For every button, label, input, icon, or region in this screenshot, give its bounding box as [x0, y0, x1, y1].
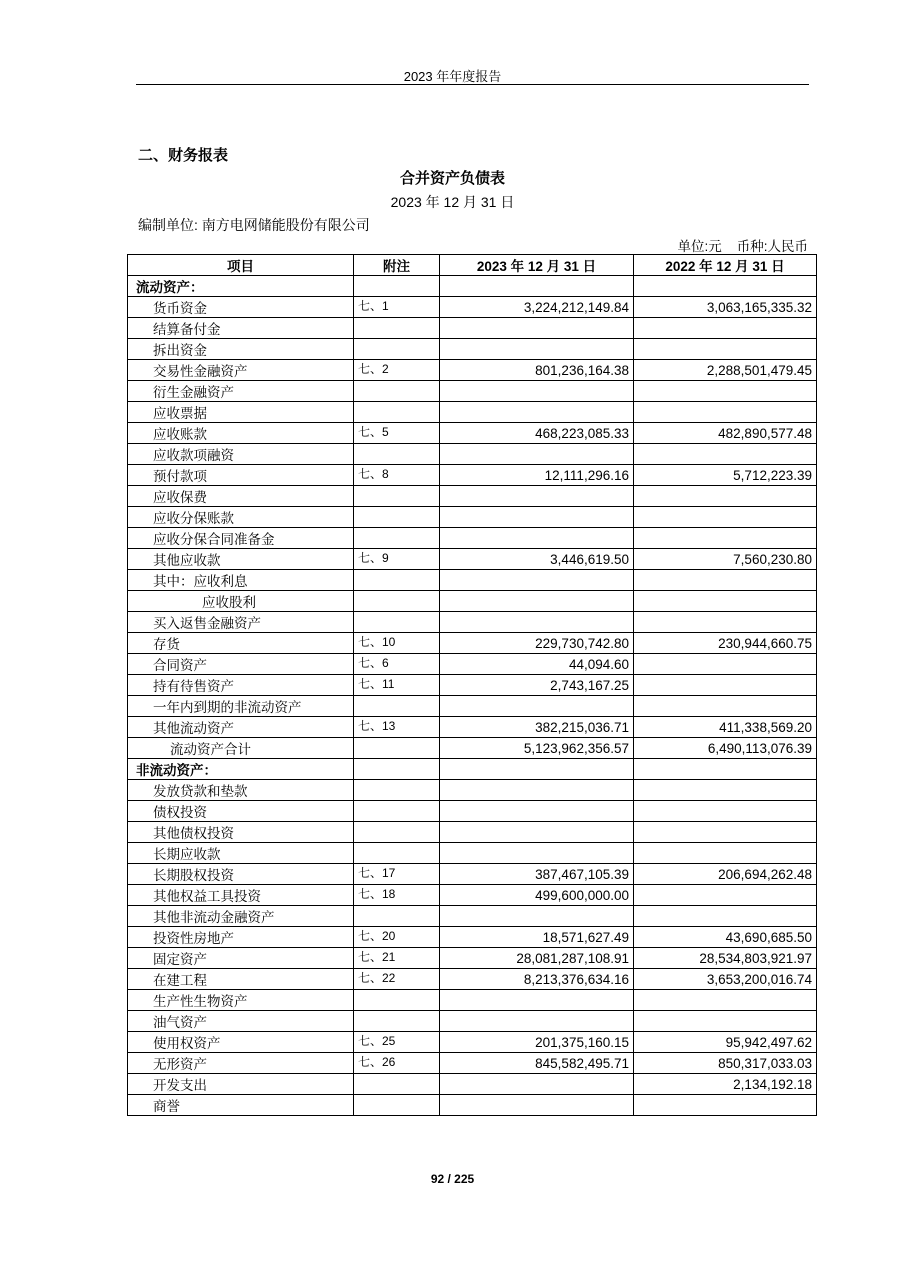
table-row	[128, 1095, 817, 1116]
row-note	[354, 843, 440, 864]
row-item-label: 买入返售金融资产	[128, 612, 354, 633]
row-value-2022	[634, 780, 817, 801]
row-value-2022	[634, 696, 817, 717]
row-note: 七、17	[354, 864, 440, 885]
table-row	[128, 822, 817, 843]
row-value-2022	[634, 885, 817, 906]
row-value-2023	[440, 276, 634, 297]
row-value-2022	[634, 759, 817, 780]
row-note	[354, 780, 440, 801]
table-row	[128, 906, 817, 927]
row-item-label: 长期股权投资	[128, 864, 354, 885]
row-note: 七、10	[354, 633, 440, 654]
row-note: 七、21	[354, 948, 440, 969]
row-value-2022	[634, 402, 817, 423]
row-note	[354, 906, 440, 927]
row-value-2023	[440, 486, 634, 507]
row-value-2022	[634, 591, 817, 612]
table-row	[128, 318, 817, 339]
table-row	[128, 654, 817, 675]
row-value-2023: 387,467,105.39	[440, 864, 634, 885]
row-value-2023	[440, 696, 634, 717]
row-value-2022: 3,063,165,335.32	[634, 297, 817, 318]
row-value-2022	[634, 276, 817, 297]
row-note	[354, 1095, 440, 1116]
reporting-entity: 编制单位: 南方电网储能股份有限公司	[138, 217, 370, 233]
table-row	[128, 1011, 817, 1032]
row-item-label: 拆出资金	[128, 339, 354, 360]
column-header-2023: 2023 年 12 月 31 日	[440, 255, 634, 276]
row-note	[354, 444, 440, 465]
row-item-label: 一年内到期的非流动资产	[128, 696, 354, 717]
row-note	[354, 759, 440, 780]
row-value-2022: 43,690,685.50	[634, 927, 817, 948]
row-value-2022	[634, 528, 817, 549]
row-item-label: 衍生金融资产	[128, 381, 354, 402]
row-value-2023: 499,600,000.00	[440, 885, 634, 906]
table-row	[128, 297, 817, 318]
row-value-2022	[634, 507, 817, 528]
row-value-2023	[440, 591, 634, 612]
row-note	[354, 339, 440, 360]
row-value-2022	[634, 843, 817, 864]
table-row	[128, 381, 817, 402]
table-row	[128, 276, 817, 297]
row-note: 七、20	[354, 927, 440, 948]
row-item-label: 固定资产	[128, 948, 354, 969]
row-value-2022	[634, 486, 817, 507]
row-value-2023	[440, 444, 634, 465]
row-item-label: 其他债权投资	[128, 822, 354, 843]
row-item-label: 其他非流动金融资产	[128, 906, 354, 927]
row-value-2023: 382,215,036.71	[440, 717, 634, 738]
table-row	[128, 1053, 817, 1074]
row-value-2023: 3,446,619.50	[440, 549, 634, 570]
table-row	[128, 633, 817, 654]
table-row	[128, 717, 817, 738]
row-value-2022	[634, 339, 817, 360]
row-value-2022: 95,942,497.62	[634, 1032, 817, 1053]
table-row	[128, 801, 817, 822]
row-value-2023	[440, 1074, 634, 1095]
row-value-2022	[634, 990, 817, 1011]
row-value-2023	[440, 759, 634, 780]
row-value-2022: 2,288,501,479.45	[634, 360, 817, 381]
row-value-2022	[634, 801, 817, 822]
row-note	[354, 528, 440, 549]
row-value-2023	[440, 381, 634, 402]
row-note	[354, 612, 440, 633]
row-value-2022	[634, 1095, 817, 1116]
row-note	[354, 696, 440, 717]
table-row	[128, 864, 817, 885]
table-row	[128, 549, 817, 570]
row-item-label: 预付款项	[128, 465, 354, 486]
row-value-2022	[634, 444, 817, 465]
table-row	[128, 423, 817, 444]
table-row	[128, 948, 817, 969]
row-item-label: 债权投资	[128, 801, 354, 822]
row-value-2023	[440, 318, 634, 339]
row-value-2023	[440, 843, 634, 864]
row-value-2023: 18,571,627.49	[440, 927, 634, 948]
row-note: 七、9	[354, 549, 440, 570]
row-value-2023: 845,582,495.71	[440, 1053, 634, 1074]
row-value-2022: 230,944,660.75	[634, 633, 817, 654]
table-row	[128, 486, 817, 507]
table-body	[128, 276, 817, 1116]
column-header-note: 附注	[354, 255, 440, 276]
row-note	[354, 591, 440, 612]
row-value-2023	[440, 339, 634, 360]
row-value-2023	[440, 402, 634, 423]
header-rule	[136, 84, 809, 85]
row-value-2023: 44,094.60	[440, 654, 634, 675]
row-value-2023	[440, 612, 634, 633]
row-note	[354, 990, 440, 1011]
row-note	[354, 318, 440, 339]
row-item-label: 货币资金	[128, 297, 354, 318]
row-value-2022	[634, 822, 817, 843]
row-value-2023	[440, 528, 634, 549]
row-value-2023	[440, 570, 634, 591]
table-row	[128, 591, 817, 612]
row-note: 七、1	[354, 297, 440, 318]
row-value-2023: 2,743,167.25	[440, 675, 634, 696]
running-header: 2023 年年度报告	[403, 69, 502, 84]
row-value-2022: 850,317,033.03	[634, 1053, 817, 1074]
row-item-label: 应收票据	[128, 402, 354, 423]
row-value-2022: 28,534,803,921.97	[634, 948, 817, 969]
table-row	[128, 927, 817, 948]
table-row	[128, 444, 817, 465]
table-header-row	[128, 255, 817, 276]
row-note: 七、8	[354, 465, 440, 486]
report-title: 合并资产负债表	[399, 170, 505, 187]
row-value-2023	[440, 906, 634, 927]
row-value-2022: 2,134,192.18	[634, 1074, 817, 1095]
table-row	[128, 402, 817, 423]
row-note: 七、5	[354, 423, 440, 444]
row-value-2023: 468,223,085.33	[440, 423, 634, 444]
table-row	[128, 339, 817, 360]
table-row	[128, 612, 817, 633]
row-value-2023: 229,730,742.80	[440, 633, 634, 654]
row-value-2023: 8,213,376,634.16	[440, 969, 634, 990]
row-item-label: 应收分保合同准备金	[128, 528, 354, 549]
row-note	[354, 381, 440, 402]
table-row	[128, 1032, 817, 1053]
row-item-label: 生产性生物资产	[128, 990, 354, 1011]
table-row	[128, 465, 817, 486]
balance-sheet-table	[127, 254, 817, 1116]
row-note	[354, 822, 440, 843]
row-value-2023	[440, 1011, 634, 1032]
table-row	[128, 528, 817, 549]
row-item-label: 发放贷款和垫款	[128, 780, 354, 801]
row-value-2023	[440, 990, 634, 1011]
row-value-2022: 411,338,569.20	[634, 717, 817, 738]
row-value-2022	[634, 570, 817, 591]
table-row	[128, 969, 817, 990]
row-value-2022: 6,490,113,076.39	[634, 738, 817, 759]
row-item-label: 结算备付金	[128, 318, 354, 339]
row-value-2023: 801,236,164.38	[440, 360, 634, 381]
row-note: 七、18	[354, 885, 440, 906]
section-heading: 二、财务报表	[138, 147, 229, 164]
row-item-label: 应收分保账款	[128, 507, 354, 528]
row-item-label: 开发支出	[128, 1074, 354, 1095]
row-note	[354, 570, 440, 591]
row-item-label: 在建工程	[128, 969, 354, 990]
row-item-label: 长期应收款	[128, 843, 354, 864]
row-note	[354, 801, 440, 822]
column-header-item: 项目	[128, 255, 354, 276]
table-row	[128, 570, 817, 591]
row-note: 七、13	[354, 717, 440, 738]
row-item-label: 油气资产	[128, 1011, 354, 1032]
row-note	[354, 486, 440, 507]
row-value-2022: 206,694,262.48	[634, 864, 817, 885]
row-item-label: 合同资产	[128, 654, 354, 675]
column-header-2022: 2022 年 12 月 31 日	[634, 255, 817, 276]
report-date: 2023 年 12 月 31 日	[390, 194, 515, 210]
table-row	[128, 675, 817, 696]
row-item-label: 其他应收款	[128, 549, 354, 570]
row-value-2023: 201,375,160.15	[440, 1032, 634, 1053]
table-row	[128, 696, 817, 717]
table-row	[128, 1074, 817, 1095]
row-note	[354, 1074, 440, 1095]
row-item-label: 其中：应收利息	[128, 570, 354, 591]
row-note: 七、6	[354, 654, 440, 675]
row-value-2023: 12,111,296.16	[440, 465, 634, 486]
row-item-label: 使用权资产	[128, 1032, 354, 1053]
row-item-label: 应收账款	[128, 423, 354, 444]
table-row	[128, 990, 817, 1011]
row-value-2022	[634, 318, 817, 339]
row-note: 七、25	[354, 1032, 440, 1053]
row-note	[354, 507, 440, 528]
row-note: 七、2	[354, 360, 440, 381]
row-value-2022	[634, 381, 817, 402]
row-item-label: 应收保费	[128, 486, 354, 507]
row-item-label: 持有待售资产	[128, 675, 354, 696]
row-value-2023: 28,081,287,108.91	[440, 948, 634, 969]
table-row	[128, 360, 817, 381]
row-item-label: 流动资产合计	[128, 738, 354, 759]
row-note	[354, 738, 440, 759]
table-row	[128, 759, 817, 780]
row-value-2022: 482,890,577.48	[634, 423, 817, 444]
row-item-label: 应收款项融资	[128, 444, 354, 465]
row-value-2022	[634, 654, 817, 675]
row-item-label: 交易性金融资产	[128, 360, 354, 381]
row-note: 七、26	[354, 1053, 440, 1074]
row-value-2022: 7,560,230.80	[634, 549, 817, 570]
currency-unit: 单位:元 币种:人民币	[677, 239, 808, 254]
row-value-2023	[440, 822, 634, 843]
page-number: 92 / 225	[430, 1172, 475, 1186]
row-item-label: 投资性房地产	[128, 927, 354, 948]
table-row	[128, 885, 817, 906]
row-note	[354, 1011, 440, 1032]
row-value-2022	[634, 906, 817, 927]
row-value-2023	[440, 801, 634, 822]
row-value-2023	[440, 507, 634, 528]
table-row	[128, 780, 817, 801]
row-item-label: 无形资产	[128, 1053, 354, 1074]
row-note	[354, 402, 440, 423]
row-item-label: 非流动资产：	[128, 759, 354, 780]
row-item-label: 商誉	[128, 1095, 354, 1116]
row-value-2022: 5,712,223.39	[634, 465, 817, 486]
row-note	[354, 276, 440, 297]
table-row	[128, 507, 817, 528]
row-value-2023: 3,224,212,149.84	[440, 297, 634, 318]
row-value-2022: 3,653,200,016.74	[634, 969, 817, 990]
row-note: 七、22	[354, 969, 440, 990]
row-value-2022	[634, 675, 817, 696]
row-item-label: 存货	[128, 633, 354, 654]
row-value-2023: 5,123,962,356.57	[440, 738, 634, 759]
table-row	[128, 738, 817, 759]
row-item-label: 其他流动资产	[128, 717, 354, 738]
row-item-label: 流动资产：	[128, 276, 354, 297]
row-item-label: 应收股利	[128, 591, 354, 612]
row-value-2022	[634, 612, 817, 633]
row-value-2023	[440, 780, 634, 801]
table-row	[128, 843, 817, 864]
row-item-label: 其他权益工具投资	[128, 885, 354, 906]
row-note: 七、11	[354, 675, 440, 696]
row-value-2023	[440, 1095, 634, 1116]
row-value-2022	[634, 1011, 817, 1032]
